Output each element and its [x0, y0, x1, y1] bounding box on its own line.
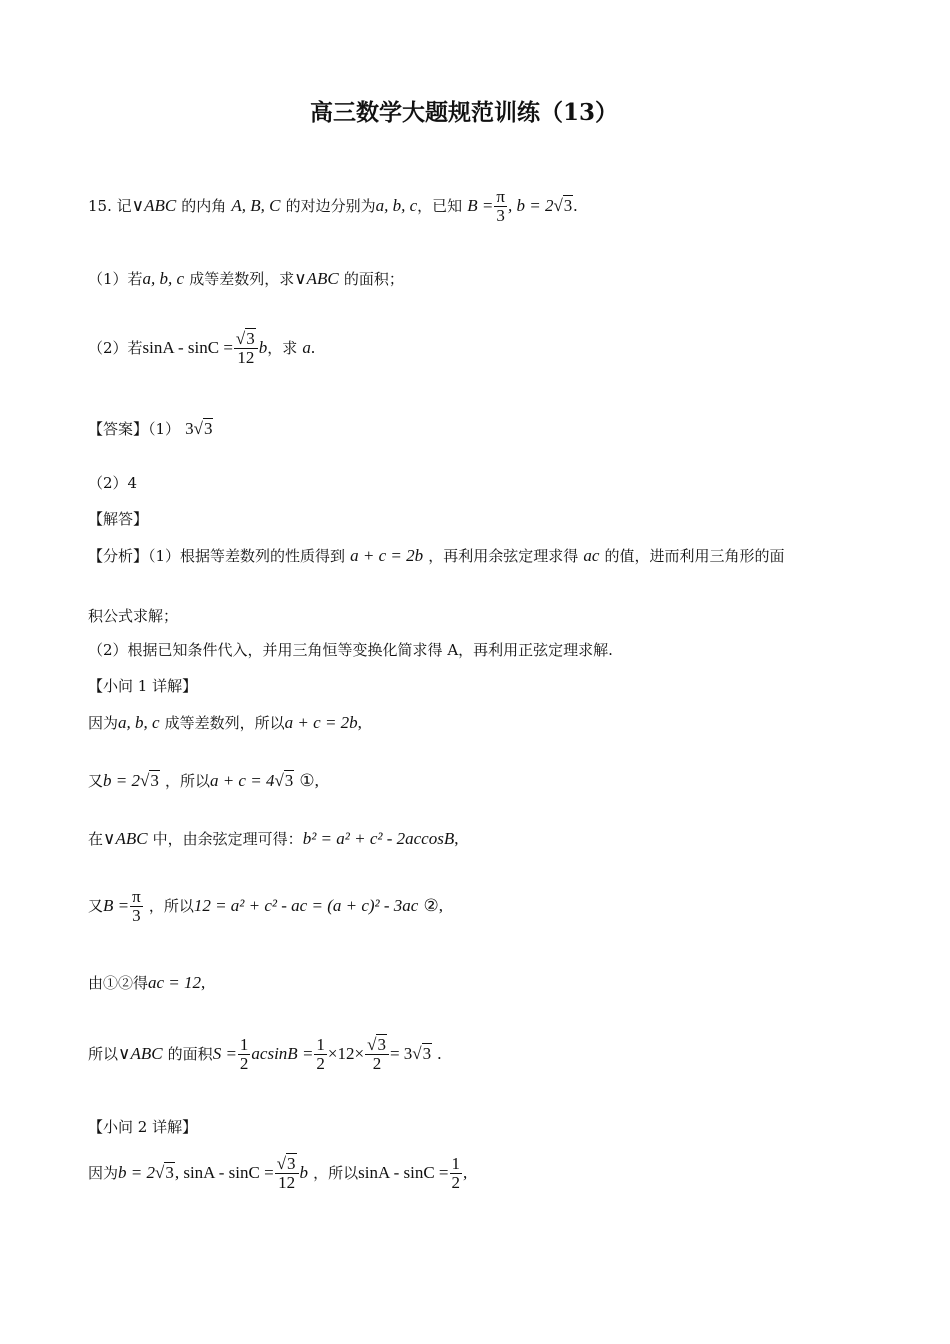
step-text: 中，由余弦定理可得：: [152, 830, 303, 848]
part-1: [88, 268, 404, 289]
denominator: 2: [316, 1053, 325, 1073]
equation: 12 = a² + c² - ac = (a + c)² - 3ac: [193, 895, 419, 915]
analysis: [88, 545, 785, 566]
answer-2: （2）4: [88, 474, 138, 492]
period: .: [310, 337, 316, 357]
result: = 3: [389, 1043, 413, 1063]
denominator: 2: [372, 1053, 382, 1073]
equation: b = 2: [103, 771, 140, 790]
fraction: [314, 1036, 327, 1073]
numerator: 1: [316, 1035, 325, 1054]
answer-1: 【答案】（1） 3√3: [88, 419, 213, 438]
var-ac: ac: [583, 546, 600, 565]
numerator: π: [132, 887, 141, 906]
angle-b: B =: [103, 895, 130, 915]
sqrt: 3: [246, 329, 255, 348]
step-text: 的面积: [167, 1044, 213, 1063]
times: ×12×: [327, 1043, 365, 1063]
sqrt: 3: [422, 1043, 432, 1063]
b-value: , b = 2: [507, 195, 554, 215]
part-label: （1）若: [88, 270, 143, 288]
sqrt: 3: [165, 1162, 174, 1182]
sqrt: 3: [284, 771, 294, 790]
part-text: 成等差数列，求: [189, 270, 295, 288]
denominator: 3: [132, 905, 141, 925]
page-title: 高三数学大题规范训练（13）: [310, 99, 619, 126]
equation: a + c = 2b: [284, 713, 358, 732]
step-text: 在: [88, 830, 104, 848]
denominator: 2: [451, 1172, 461, 1192]
fraction: $\frac{√3}{12}$: [234, 330, 258, 367]
step-text: ，所以: [148, 896, 194, 915]
analysis-line-3: （2）根据已知条件代入，并用三角恒等变换化简求得 A，再利用正弦定理求解.: [88, 641, 613, 659]
circle-2: ②: [423, 895, 439, 915]
sub-question-1-heading: 【小问 1 详解】: [88, 677, 198, 695]
denominator: 12: [237, 347, 255, 367]
fraction: [238, 1036, 251, 1073]
denominator: 3: [496, 205, 505, 225]
step-text: ，所以: [164, 772, 210, 790]
equation: b² = a² + c² - 2accosB: [302, 829, 455, 848]
analysis-line-2: 积公式求解；: [88, 607, 179, 625]
expression: acsinB =: [251, 1043, 314, 1063]
circle-1: ①: [299, 771, 315, 790]
numerator: 1: [239, 1035, 249, 1054]
step-text: ，所以: [313, 1163, 359, 1182]
fraction: $\frac{√3}{12}$: [275, 1155, 299, 1192]
expression: sinA - sinC =: [142, 337, 233, 357]
q-text: 的对边分别为: [285, 196, 376, 215]
fraction: [130, 888, 143, 925]
equation: ac = 12: [148, 973, 202, 992]
step-4: [88, 888, 443, 925]
var-a: a: [302, 337, 311, 357]
step-2: 又b = 2√3 ，所以a + c = 4√3 ①,: [88, 771, 319, 790]
sides: a, b, c: [375, 195, 418, 215]
solution-heading: 【解答】: [88, 510, 149, 528]
triangle-abc: ∨ABC: [294, 269, 339, 288]
sqrt: 3: [563, 195, 573, 215]
numerator: 1: [451, 1154, 461, 1173]
question-15: 15. 记∨ABC 的内角 A, B, C 的对边分别为a, b, c，已知 B = $\frac{\pi}{3}$ , b = 2√3.: [88, 187, 578, 225]
period: .: [573, 195, 578, 215]
triangle-abc: ∨ABC: [118, 1043, 163, 1063]
sqrt: 3: [150, 771, 159, 790]
step-5: [88, 972, 205, 993]
step-1: [88, 712, 362, 733]
step-text: 因为: [88, 714, 119, 732]
expression: sinA - sinC =: [358, 1162, 449, 1182]
analysis-text: 【分析】（1）根据等差数列的性质得到: [88, 547, 346, 565]
answer-value: 3: [185, 419, 194, 438]
step-text: 成等差数列，所以: [164, 714, 285, 732]
part-text: ，求: [267, 338, 298, 357]
equation: a + c = 2b: [350, 546, 424, 565]
step-7: 因为b = 2√3, sinA - sinC = $\frac{√3}{12}$ b ，所以sinA - sinC = $\frac{1}{2}$ ,: [88, 1154, 468, 1192]
q-number: 15. 记: [88, 196, 132, 215]
angles: A, B, C: [231, 195, 281, 215]
comma: ,: [201, 973, 206, 992]
sqrt: 3: [377, 1035, 386, 1054]
fraction: [494, 188, 507, 225]
equation: b = 2: [118, 1162, 155, 1182]
denominator: 12: [278, 1172, 296, 1192]
comma: ,: [463, 1162, 468, 1182]
denominator: 2: [239, 1053, 249, 1073]
step-3: [88, 828, 458, 849]
analysis-text: 的值，进而利用三角形的面: [604, 547, 785, 565]
var-b: b: [299, 1162, 309, 1182]
analysis-text: ，再利用余弦定理求得: [428, 547, 579, 565]
part-2: [88, 330, 315, 367]
sqrt: 3: [287, 1154, 296, 1173]
step-6: 所以∨ABC 的面积S = $\frac{1}{2}$ acsinB = $\frac{1}{2}$ ×12× $\frac{√3}{2}$ = 3√3 .: [88, 1035, 442, 1073]
triangle-abc: ∨ABC: [103, 829, 148, 848]
step-text: 因为: [88, 1163, 119, 1182]
step-text: 由①②得: [88, 974, 149, 992]
comma: ,: [438, 895, 443, 915]
period: .: [437, 1043, 442, 1063]
equation: a + c = 4: [209, 771, 275, 790]
fraction: [450, 1155, 463, 1192]
part-text: 的面积；: [343, 270, 404, 288]
sqrt: 3: [203, 419, 213, 438]
fraction: $\frac{√3}{2}$: [365, 1036, 389, 1073]
numerator: π: [496, 187, 505, 206]
sides: a, b, c: [142, 269, 185, 288]
sides: a, b, c: [118, 713, 160, 732]
angle-b: B =: [467, 195, 494, 215]
step-text: 又: [88, 772, 104, 790]
q-text: 的内角: [181, 196, 227, 215]
triangle-abc: ∨ABC: [131, 195, 177, 215]
var-b: b: [258, 337, 268, 357]
sub-question-2-heading: 【小问 2 详解】: [88, 1118, 198, 1136]
answer-label: 【答案】（1）: [88, 420, 181, 438]
comma: ,: [357, 713, 362, 732]
expression: , sinA - sinC =: [174, 1162, 274, 1182]
comma: ,: [454, 829, 459, 848]
step-text: 所以: [88, 1044, 119, 1063]
part-label: （2）若: [88, 338, 143, 357]
q-text: ，已知: [417, 196, 463, 215]
step-text: 又: [88, 896, 104, 915]
area-s: S =: [212, 1043, 237, 1063]
comma: ,: [314, 771, 319, 790]
